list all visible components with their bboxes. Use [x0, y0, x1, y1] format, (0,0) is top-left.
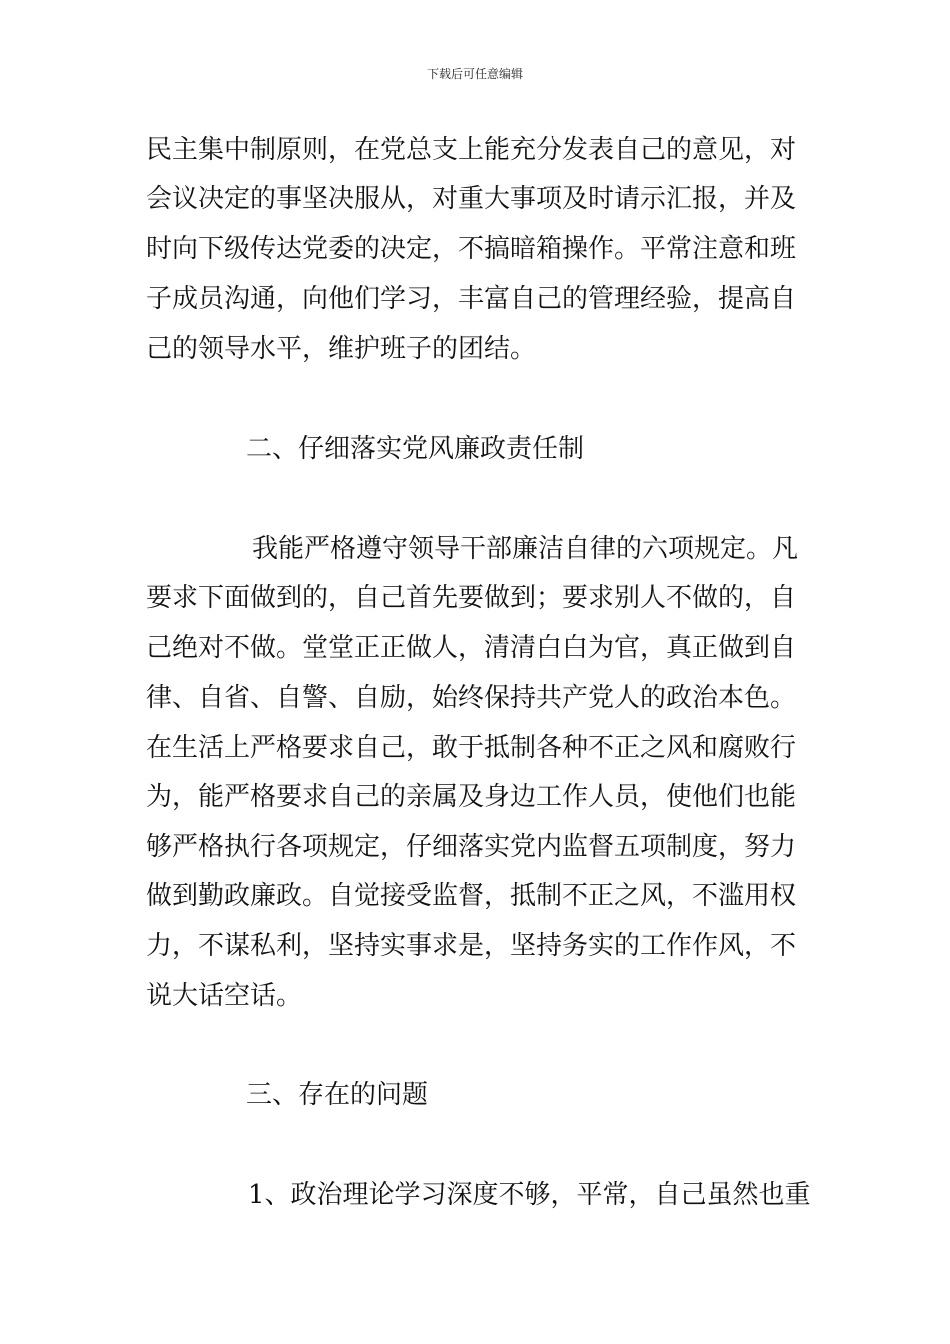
paragraph-3-line-1: 1、政治理论学习深度不够，平常，自己虽然也重 — [248, 1180, 811, 1210]
paragraph-2-line-5: 在生活上严格要求自己，敢于抵制各种不正之风和腐败行 — [146, 733, 797, 763]
paragraph-1-line-1: 民主集中制原则，在党总支上能充分发表自己的意见，对 — [146, 135, 797, 165]
paragraph-2-line-4: 律、自省、自警、自励，始终保持共产党人的政治本色。 — [146, 683, 797, 713]
section-heading-3: 三、存在的问题 — [246, 1080, 429, 1110]
paragraph-2-line-10: 说大话空话。 — [146, 981, 303, 1011]
paragraph-2-line-1: 我能严格遵守领导干部廉洁自律的六项规定。凡 — [252, 534, 799, 564]
paragraph-2-line-6: 为，能严格要求自己的亲属及身边工作人员，使他们也能 — [146, 782, 797, 812]
section-heading-2: 二、仔细落实党风廉政责任制 — [246, 434, 585, 464]
paragraph-2-line-2: 要求下面做到的，自己首先要做到；要求别人不做的，自 — [146, 583, 797, 613]
paragraph-2-line-8: 做到勤政廉政。自觉接受监督，抵制不正之风，不滥用权 — [146, 881, 797, 911]
paragraph-2-line-7: 够严格执行各项规定，仔细落实党内监督五项制度，努力 — [146, 832, 797, 862]
paragraph-1-line-4: 子成员沟通，向他们学习，丰富自己的管理经验，提高自 — [146, 284, 797, 314]
paragraph-1-line-2: 会议决定的事坚决服从，对重大事项及时请示汇报，并及 — [146, 184, 797, 214]
paragraph-2-line-9: 力，不谋私利，坚持实事求是，坚持务实的工作作风，不 — [146, 931, 797, 961]
page-header: 下载后可任意编辑 — [426, 67, 523, 81]
paragraph-1-line-3: 时向下级传达党委的决定，不搞暗箱操作。平常注意和班 — [146, 234, 797, 264]
paragraph-1-line-5: 己的领导水平，维护班子的团结。 — [146, 334, 537, 364]
paragraph-2-line-3: 己绝对不做。堂堂正正做人，清清白白为官，真正做到自 — [146, 633, 797, 663]
